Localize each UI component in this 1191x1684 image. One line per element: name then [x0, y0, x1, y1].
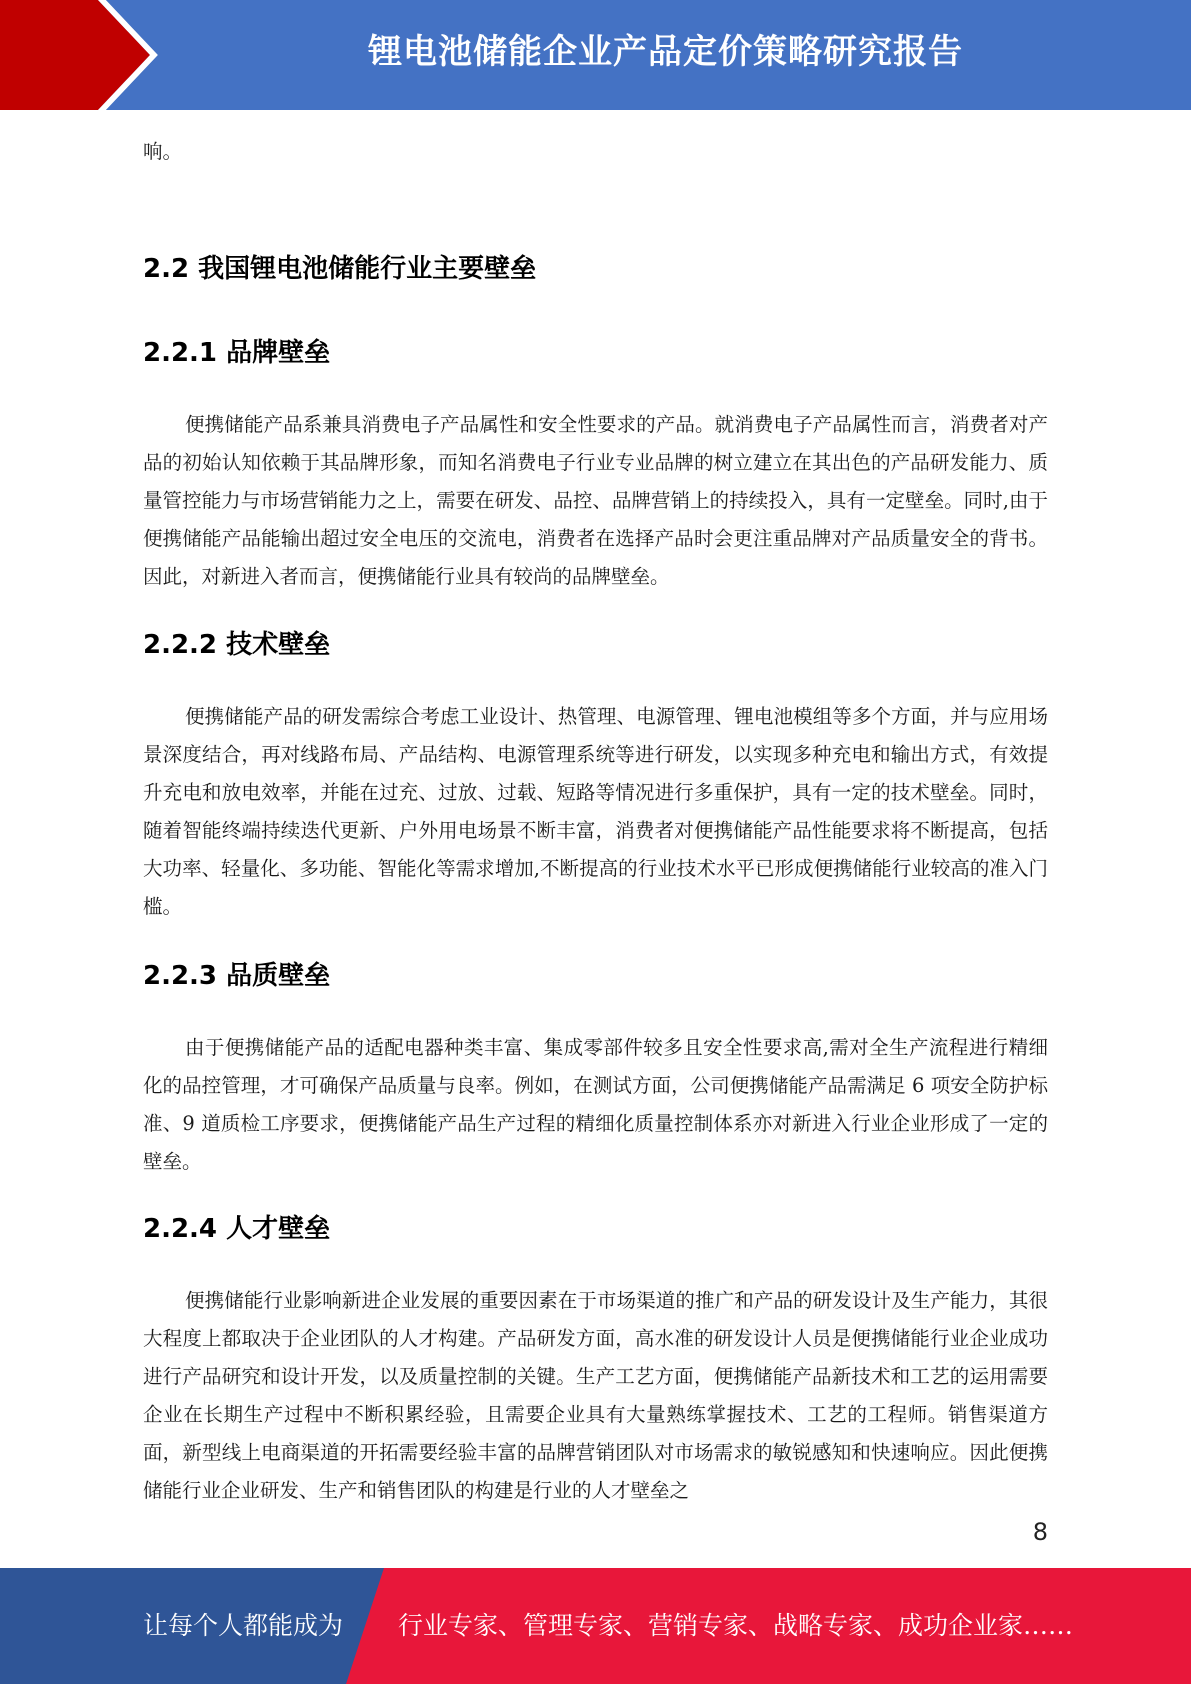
page-header	[0, 0, 1191, 110]
report-title: 锂电池储能企业产品定价策略研究报告	[368, 32, 963, 72]
paragraph-tech-barrier: 便携储能产品的研发需综合考虑工业设计、热管理、电源管理、锂电池模组等多个方面，并与应用场景深度结合，再对线路布局、产品结构、电源管理系统等进行研发，以实现多种充电和输出方式，有效提升充电和放电效率，并能在过充、过放、过载、短路等情况进行多重保护，具有一定的技术壁垒。同时，随着智能终端持续迭代更新、户外用电场景不断丰富，消费者对便携储能产品性能要求将不断提高，包括大功率、轻量化、多功能、智能化等需求增加,不断提高的行业技术水平已形成便携储能行业较高的准入门槛。	[143, 705, 1048, 918]
section-heading-2-2: 2.2 我国锂电池储能行业主要壁垒	[143, 254, 537, 284]
section-heading-2-2-4: 2.2.4 人才壁垒	[143, 1214, 331, 1244]
section-heading-2-2-1: 2.2.1 品牌壁垒	[143, 338, 331, 368]
continuation-text: 响。	[143, 140, 183, 163]
footer-slogan-right: 行业专家、管理专家、营销专家、战略专家、成功企业家……	[398, 1611, 1074, 1640]
header-chevron-decoration	[0, 0, 160, 110]
paragraph-talent-barrier: 便携储能行业影响新进企业发展的重要因素在于市场渠道的推广和产品的研发设计及生产能力，其很大程度上都取决于企业团队的人才构建。产品研发方面，高水准的研发设计人员是便携储能行业企业成功进行产品研究和设计开发，以及质量控制的关键。生产工艺方面，便携储能产品新技术和工艺的运用需要企业在长期生产过程中不断积累经验，且需要企业具有大量熟练掌握技术、工艺的工程师。销售渠道方面，新型线上电商渠道的开拓需要经验丰富的品牌营销团队对市场需求的敏锐感知和快速响应。因此便携储能行业企业研发、生产和销售团队的构建是行业的人才壁垒之	[143, 1289, 1048, 1502]
paragraph-brand-barrier: 便携储能产品系兼具消费电子产品属性和安全性要求的产品。就消费电子产品属性而言，消费者对产品的初始认知依赖于其品牌形象，而知名消费电子行业专业品牌的树立建立在其出色的产品研发能力、质量管控能力与市场营销能力之上，需要在研发、品控、品牌营销上的持续投入，具有一定壁垒。同时,由于便携储能产品能输出超过安全电压的交流电，消费者在选择产品时会更注重品牌对产品质量安全的背书。因此，对新进入者而言，便携储能行业具有较尚的品牌壁垒。	[143, 413, 1048, 588]
page-footer	[0, 1568, 1191, 1684]
paragraph-quality-barrier: 由于便携储能产品的适配电器种类丰富、集成零部件较多且安全性要求高,需对全生产流程进行精细化的品控管理，才可确保产品质量与良率。例如，在测试方面，公司便携储能产品需满足 6 项安全防护标准、9 道质检工序要求，便携储能产品生产过程的精细化质量控制体系亦对新进入行业企业形成了一定的壁垒。	[143, 1036, 1048, 1173]
section-heading-2-2-2: 2.2.2 技术壁垒	[143, 630, 331, 660]
section-heading-2-2-3: 2.2.3 品质壁垒	[143, 961, 331, 991]
page-number: 8	[1032, 1518, 1048, 1546]
footer-slogan-left: 让每个人都能成为	[143, 1611, 344, 1640]
